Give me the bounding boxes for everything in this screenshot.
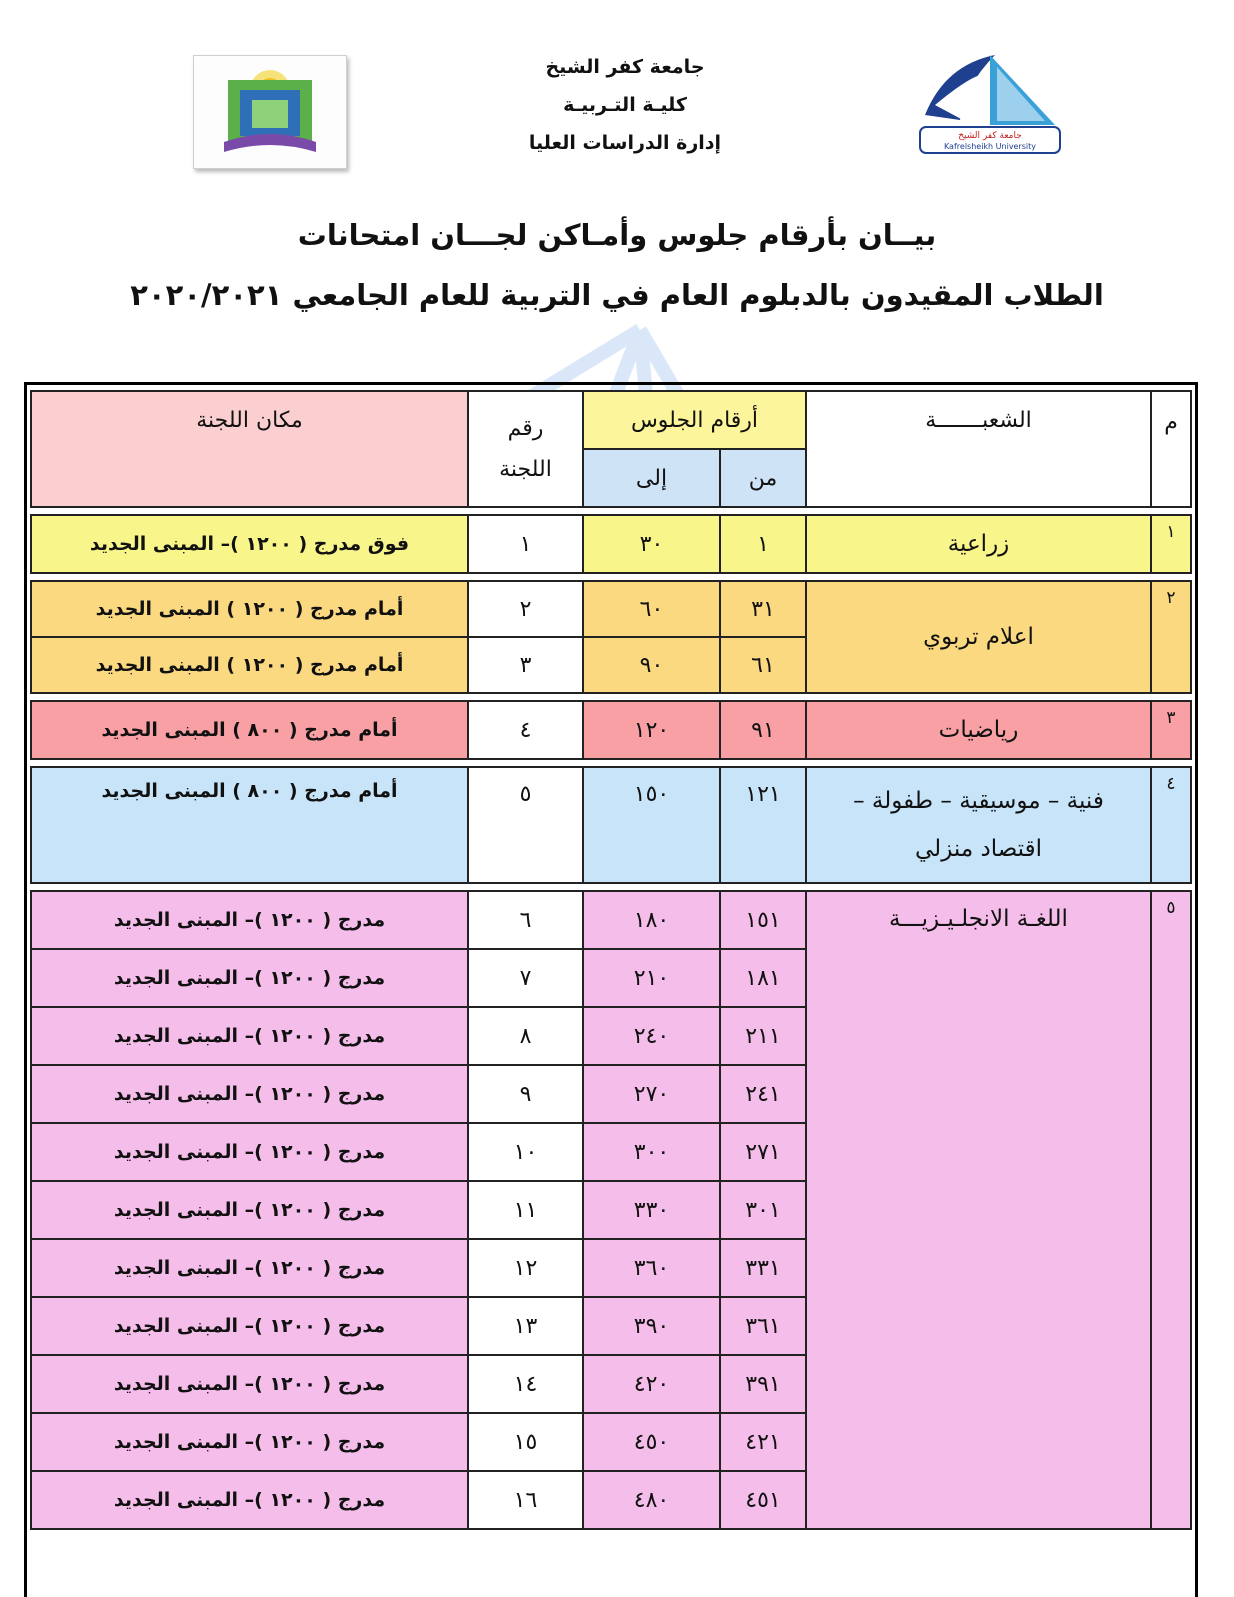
header-to: إلى <box>583 449 720 507</box>
seat-from: ٢٧١ <box>720 1123 806 1181</box>
committee-place: مدرج ( ١٢٠٠ )– المبنى الجديد <box>31 1065 468 1123</box>
logo-text-ar: جامعة كفر الشيخ <box>958 131 1022 141</box>
seat-to: ٣٦٠ <box>583 1239 720 1297</box>
seat-to: ١٥٠ <box>583 767 720 883</box>
committee-no: ٤ <box>468 701 583 759</box>
committee-no: ١١ <box>468 1181 583 1239</box>
header-seat-numbers: أرقام الجلوس <box>583 391 806 449</box>
seat-from: ٢٤١ <box>720 1065 806 1123</box>
committee-no: ٢ <box>468 581 583 637</box>
seat-from: ٩١ <box>720 701 806 759</box>
header-place: مكان اللجنة <box>31 391 468 507</box>
logo-text-en: Kafrelsheikh University <box>943 142 1037 151</box>
committee-place: أمام مدرج ( ٨٠٠ ) المبنى الجديد <box>31 767 468 883</box>
division-name: رياضيات <box>938 717 1019 743</box>
seat-to: ٢١٠ <box>583 949 720 1007</box>
row-number: ٤ <box>1151 767 1191 883</box>
committee-no: ١٦ <box>468 1471 583 1529</box>
header-committee-no <box>468 391 583 507</box>
seat-from: ٣٩١ <box>720 1355 806 1413</box>
seating-table <box>30 390 1192 1530</box>
seat-to: ٤٨٠ <box>583 1471 720 1529</box>
division-name: زراعية <box>947 531 1010 557</box>
table-row <box>31 701 1191 759</box>
committee-place: أمام مدرج ( ١٢٠٠ ) المبنى الجديد <box>31 637 468 693</box>
committee-place: مدرج ( ١٢٠٠ )– المبنى الجديد <box>31 1239 468 1297</box>
seat-from: ١٢١ <box>720 767 806 883</box>
seat-from: ١٥١ <box>720 891 806 949</box>
committee-no: ٩ <box>468 1065 583 1123</box>
committee-no: ١٠ <box>468 1123 583 1181</box>
seat-from: ٤٥١ <box>720 1471 806 1529</box>
division-cell <box>806 701 1151 759</box>
committee-no: ٣ <box>468 637 583 693</box>
table-row <box>31 891 1191 949</box>
row-number: ٣ <box>1151 701 1191 759</box>
seat-from: ٦١ <box>720 637 806 693</box>
header-committee-no-line1: رقم <box>507 416 544 441</box>
committee-place: مدرج ( ١٢٠٠ )– المبنى الجديد <box>31 1471 468 1529</box>
committee-place: مدرج ( ١٢٠٠ )– المبنى الجديد <box>31 1123 468 1181</box>
division-name: اقتصاد منزلي <box>915 836 1042 862</box>
committee-no: ١٣ <box>468 1297 583 1355</box>
seat-from: ٣٠١ <box>720 1181 806 1239</box>
seat-to: ٢٤٠ <box>583 1007 720 1065</box>
division-cell <box>806 767 1151 883</box>
row-number: ١ <box>1151 515 1191 573</box>
faculty-logo <box>193 55 347 169</box>
committee-no: ٨ <box>468 1007 583 1065</box>
table-row <box>31 767 1191 825</box>
committee-place: مدرج ( ١٢٠٠ )– المبنى الجديد <box>31 949 468 1007</box>
document-subtitle: الطلاب المقيدون بالدبلوم العام في التربية للعام الجامعي ٢٠٢٠/٢٠٢١ <box>130 278 1104 312</box>
division-name: اعلام تربوي <box>923 624 1034 650</box>
committee-place: أمام مدرج ( ١٢٠٠ ) المبنى الجديد <box>31 581 468 637</box>
university-name: جامعة كفر الشيخ <box>545 56 705 78</box>
division-name: اللغـة الانجلـيـزيـــة <box>889 906 1068 932</box>
seat-to: ٤٥٠ <box>583 1413 720 1471</box>
committee-place: أمام مدرج ( ٨٠٠ ) المبنى الجديد <box>31 701 468 759</box>
seat-to: ٣٠ <box>583 515 720 573</box>
division-cell <box>806 515 1151 573</box>
seat-from: ٣٦١ <box>720 1297 806 1355</box>
committee-no: ١٢ <box>468 1239 583 1297</box>
seat-to: ١٢٠ <box>583 701 720 759</box>
university-logo <box>905 45 1075 165</box>
table-row <box>31 515 1191 573</box>
row-number: ٥ <box>1151 891 1191 1529</box>
institution-header <box>520 48 730 162</box>
row-number: ٢ <box>1151 581 1191 693</box>
committee-place: مدرج ( ١٢٠٠ )– المبنى الجديد <box>31 1181 468 1239</box>
committee-place: مدرج ( ١٢٠٠ )– المبنى الجديد <box>31 1007 468 1065</box>
committee-no: ١ <box>468 515 583 573</box>
seat-to: ٦٠ <box>583 581 720 637</box>
document-title: بيــان بأرقام جلوس وأمـاكن لجـــان امتحانات <box>297 218 937 252</box>
committee-no: ٦ <box>468 891 583 949</box>
committee-no: ١٤ <box>468 1355 583 1413</box>
table-row <box>31 581 1191 637</box>
seat-from: ٣١ <box>720 581 806 637</box>
seat-to: ١٨٠ <box>583 891 720 949</box>
faculty-name: كليـة التـربيـة <box>563 94 687 116</box>
header-committee-no-line2: اللجنة <box>499 457 552 482</box>
seat-to: ٤٢٠ <box>583 1355 720 1413</box>
division-cell <box>806 891 1151 1529</box>
seat-to: ٣٠٠ <box>583 1123 720 1181</box>
committee-place: مدرج ( ١٢٠٠ )– المبنى الجديد <box>31 891 468 949</box>
seat-from: ٤٢١ <box>720 1413 806 1471</box>
committee-place: مدرج ( ١٢٠٠ )– المبنى الجديد <box>31 1297 468 1355</box>
division-name: فنية – موسيقية – طفولة – <box>853 788 1104 814</box>
committee-no: ١٥ <box>468 1413 583 1471</box>
seat-to: ٣٣٠ <box>583 1181 720 1239</box>
division-cell <box>806 581 1151 693</box>
header-m: م <box>1151 391 1191 507</box>
committee-no: ٥ <box>468 767 583 883</box>
seat-from: ٣٣١ <box>720 1239 806 1297</box>
seat-from: ٢١١ <box>720 1007 806 1065</box>
seat-from: ١ <box>720 515 806 573</box>
header-from: من <box>720 449 806 507</box>
seat-to: ٣٩٠ <box>583 1297 720 1355</box>
seat-to: ٢٧٠ <box>583 1065 720 1123</box>
committee-place: فوق مدرج ( ١٢٠٠ )– المبنى الجديد <box>31 515 468 573</box>
committee-place: مدرج ( ١٢٠٠ )– المبنى الجديد <box>31 1355 468 1413</box>
department-name: إدارة الدراسات العليا <box>528 132 722 154</box>
committee-no: ٧ <box>468 949 583 1007</box>
header-division: الشعبـــــــة <box>806 391 1151 507</box>
seat-to: ٩٠ <box>583 637 720 693</box>
committee-place: مدرج ( ١٢٠٠ )– المبنى الجديد <box>31 1413 468 1471</box>
seat-from: ١٨١ <box>720 949 806 1007</box>
